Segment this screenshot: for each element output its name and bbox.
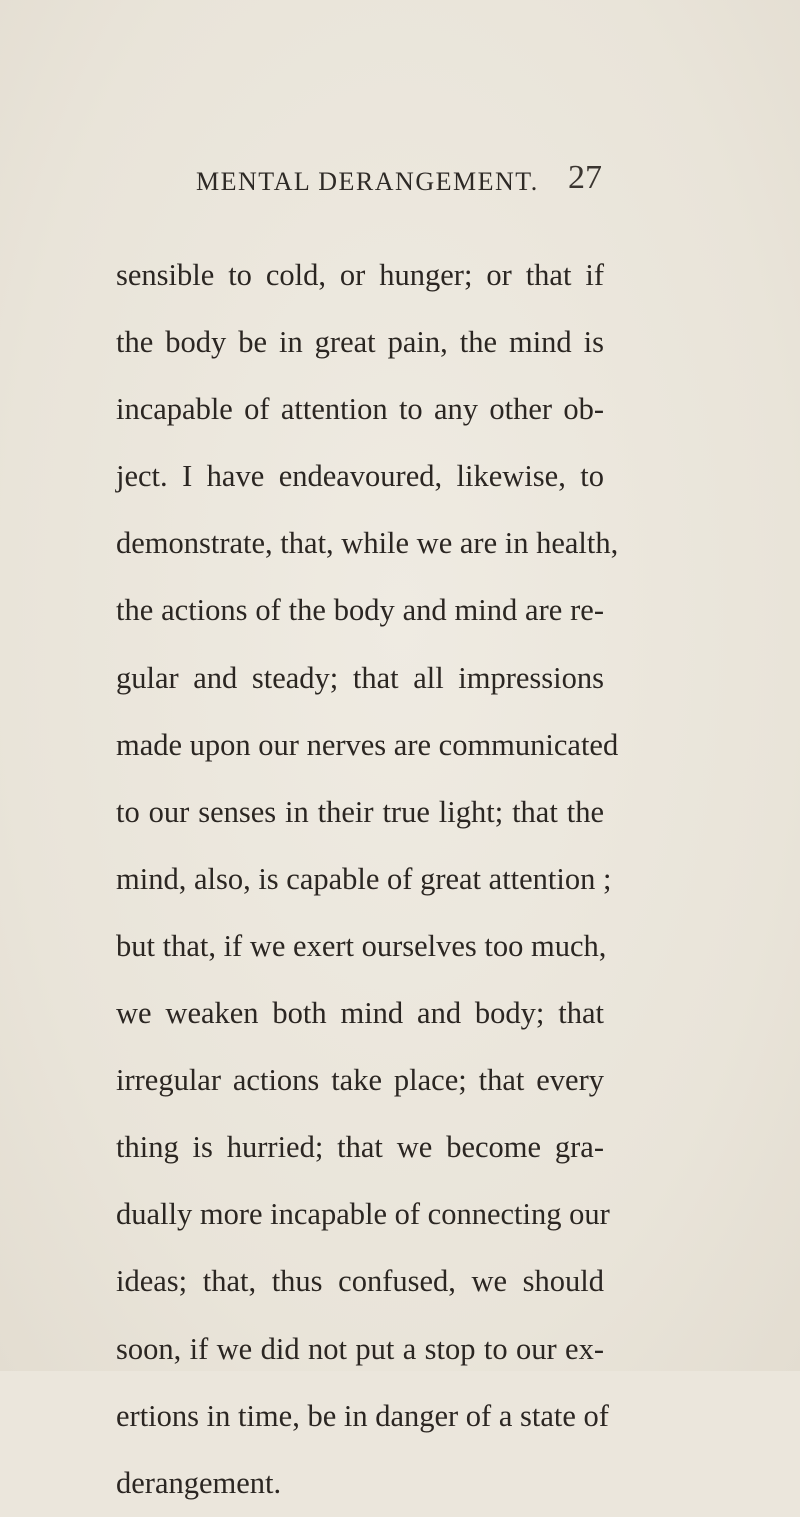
text-line: ertions in time, be in danger of a state of <box>116 1398 609 1433</box>
text-line: incapable of attention to any other ob- <box>116 392 604 427</box>
text-line: irregular actions take place; that every <box>116 1063 604 1098</box>
text-line: but that, if we exert ourselves too much, <box>116 928 607 963</box>
text-line-final: derangement. <box>116 1465 282 1500</box>
text-line: ideas; that, thus confused, we should <box>116 1264 604 1299</box>
text-line: dually more incapable of connecting our <box>116 1197 610 1232</box>
text-line: mind, also, is capable of great attention ; <box>116 861 612 896</box>
text-line: ject. I have endeavoured, likewise, to <box>116 459 604 494</box>
running-title: MENTAL DERANGEMENT. <box>196 167 539 196</box>
body-text <box>116 242 619 1517</box>
text-line: the body be in great pain, the mind is <box>116 325 604 360</box>
text-line: gular and steady; that all impressions <box>116 660 604 695</box>
text-line: we weaken both mind and body; that <box>116 996 604 1031</box>
text-line: made upon our nerves are communicated <box>116 727 619 762</box>
text-line: to our senses in their true light; that the <box>116 794 604 829</box>
text-line: thing is hurried; that we become gra- <box>116 1130 604 1165</box>
running-head <box>196 159 602 202</box>
text-line: the actions of the body and mind are re- <box>116 593 604 628</box>
text-line: sensible to cold, or hunger; or that if <box>116 258 604 292</box>
text-line: demonstrate, that, while we are in health, <box>116 526 619 561</box>
page-number: 27 <box>568 159 602 196</box>
text-line: soon, if we did not put a stop to our ex- <box>116 1331 604 1366</box>
